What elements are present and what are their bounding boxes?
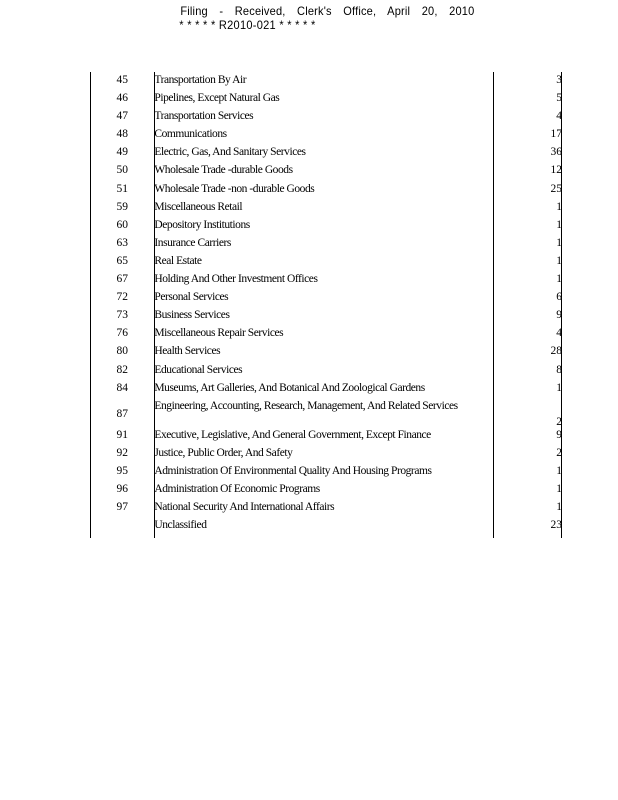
sic-code-cell: 46 bbox=[116, 92, 128, 105]
count-cell: 1 bbox=[556, 482, 562, 495]
count-cell: 23 bbox=[550, 519, 562, 532]
sic-code-cell: 51 bbox=[116, 182, 128, 195]
count-cell: 28 bbox=[550, 345, 562, 358]
sic-code-cell: 49 bbox=[116, 146, 128, 159]
industry-description-cell: Administration Of Economic Programs bbox=[154, 482, 320, 495]
sic-code-cell: 48 bbox=[116, 128, 128, 141]
sic-code-cell: 80 bbox=[116, 345, 128, 358]
sic-code-rows bbox=[90, 74, 562, 537]
table-row bbox=[90, 429, 562, 447]
industry-description-cell: Educational Services bbox=[154, 363, 243, 376]
industry-description-cell: Electric, Gas, And Sanitary Services bbox=[154, 146, 306, 159]
table-row bbox=[90, 400, 562, 429]
table-row bbox=[90, 519, 562, 537]
industry-description-cell: Real Estate bbox=[154, 254, 202, 267]
industry-description-cell: Communications bbox=[154, 128, 227, 141]
table-row bbox=[90, 382, 562, 400]
industry-description-cell: Unclassified bbox=[154, 519, 207, 532]
sic-code-cell: 60 bbox=[116, 218, 128, 231]
industry-description-cell: Personal Services bbox=[154, 291, 229, 304]
table-row bbox=[90, 74, 562, 92]
table-row bbox=[90, 501, 562, 519]
industry-description-cell: Transportation Services bbox=[154, 110, 254, 123]
industry-description-cell: Insurance Carriers bbox=[154, 236, 231, 249]
sic-code-cell: 59 bbox=[116, 200, 128, 213]
industry-description-cell: Museums, Art Galleries, And Botanical And Zoological Gardens bbox=[154, 381, 425, 394]
table-body bbox=[90, 74, 562, 537]
sic-code-cell: 65 bbox=[116, 254, 128, 267]
industry-description-cell: Business Services bbox=[154, 309, 230, 322]
sic-code-cell: 87 bbox=[116, 407, 128, 420]
count-cell: 1 bbox=[556, 501, 562, 514]
industry-description-cell: Health Services bbox=[154, 345, 221, 358]
industry-description-cell: Miscellaneous Repair Services bbox=[154, 327, 284, 340]
count-cell: 3 bbox=[556, 74, 562, 86]
count-cell: 2 bbox=[556, 446, 562, 459]
table-row bbox=[90, 345, 562, 363]
count-cell: 1 bbox=[556, 236, 562, 249]
industry-description-cell: Transportation By Air bbox=[154, 74, 247, 86]
count-cell: 9 bbox=[556, 309, 562, 322]
sic-code-cell: 67 bbox=[116, 273, 128, 286]
table-row bbox=[90, 201, 562, 219]
filing-header bbox=[25, 4, 594, 32]
count-cell: 1 bbox=[556, 381, 562, 394]
sic-code-cell: 76 bbox=[116, 327, 128, 340]
count-cell: 6 bbox=[556, 291, 562, 304]
count-cell: 1 bbox=[556, 218, 562, 231]
count-cell: 1 bbox=[556, 273, 562, 286]
industry-description-cell: Holding And Other Investment Offices bbox=[154, 273, 318, 286]
count-cell: 4 bbox=[556, 110, 562, 123]
sic-code-cell: 73 bbox=[116, 309, 128, 322]
count-cell: 1 bbox=[556, 254, 562, 267]
industry-description-cell: Administration Of Environmental Quality And Housing Programs bbox=[154, 464, 432, 477]
table-row bbox=[90, 483, 562, 501]
docket-number-line: * * * * * R2010-021 * * * * * bbox=[179, 18, 316, 32]
table-row bbox=[90, 291, 562, 309]
industry-description-cell: Wholesale Trade -durable Goods bbox=[154, 164, 293, 177]
table-row bbox=[90, 465, 562, 483]
sic-code-cell: 95 bbox=[116, 464, 128, 477]
sic-code-cell: 63 bbox=[116, 236, 128, 249]
table-row bbox=[90, 327, 562, 345]
table-row bbox=[90, 309, 562, 327]
table-row bbox=[90, 164, 562, 182]
table-row bbox=[90, 364, 562, 382]
sic-code-cell: 96 bbox=[116, 482, 128, 495]
table-row bbox=[90, 219, 562, 237]
table-row bbox=[90, 92, 562, 110]
table-row bbox=[90, 237, 562, 255]
count-cell: 8 bbox=[556, 363, 562, 376]
sic-code-cell: 47 bbox=[116, 110, 128, 123]
industry-description-cell: Executive, Legislative, And General Government, Except Finance bbox=[154, 428, 431, 441]
sic-code-cell: 84 bbox=[116, 381, 128, 394]
table-row bbox=[90, 273, 562, 291]
count-cell: 25 bbox=[550, 182, 562, 195]
count-cell: 1 bbox=[556, 200, 562, 213]
table-row bbox=[90, 110, 562, 128]
sic-code-cell: 97 bbox=[116, 501, 128, 514]
sic-code-cell: 50 bbox=[116, 164, 128, 177]
industry-description-cell: Miscellaneous Retail bbox=[154, 200, 243, 213]
table-row bbox=[90, 146, 562, 164]
industry-description-cell: Engineering, Accounting, Research, Management, And Related Services bbox=[154, 399, 458, 412]
count-cell: 9 bbox=[556, 428, 562, 441]
table-row bbox=[90, 255, 562, 273]
count-cell: 17 bbox=[550, 128, 562, 141]
sic-code-cell bbox=[90, 519, 154, 537]
industry-description-cell: Justice, Public Order, And Safety bbox=[154, 446, 293, 459]
count-cell: 12 bbox=[550, 164, 562, 177]
count-cell: 1 bbox=[556, 464, 562, 477]
count-cell: 36 bbox=[550, 146, 562, 159]
sic-code-cell: 72 bbox=[116, 291, 128, 304]
filing-stamp-line: Filing - Received, Clerk's Office, April 20, 2010 bbox=[180, 4, 475, 18]
sic-code-table bbox=[90, 72, 562, 538]
count-cell: 5 bbox=[556, 92, 562, 105]
count-cell: 4 bbox=[556, 327, 562, 340]
industry-description-cell: Depository Institutions bbox=[154, 218, 250, 231]
table-row bbox=[90, 447, 562, 465]
sic-code-cell: 92 bbox=[116, 446, 128, 459]
sic-code-cell: 82 bbox=[116, 363, 128, 376]
table-row bbox=[90, 128, 562, 146]
sic-code-cell: 91 bbox=[116, 428, 128, 441]
sic-code-cell: 45 bbox=[116, 74, 128, 86]
industry-description-cell: National Security And International Affairs bbox=[154, 501, 335, 514]
count-cell: 2 bbox=[556, 415, 562, 428]
table-row bbox=[90, 183, 562, 201]
industry-description-cell: Wholesale Trade -non -durable Goods bbox=[154, 182, 315, 195]
industry-description-cell: Pipelines, Except Natural Gas bbox=[154, 92, 280, 105]
